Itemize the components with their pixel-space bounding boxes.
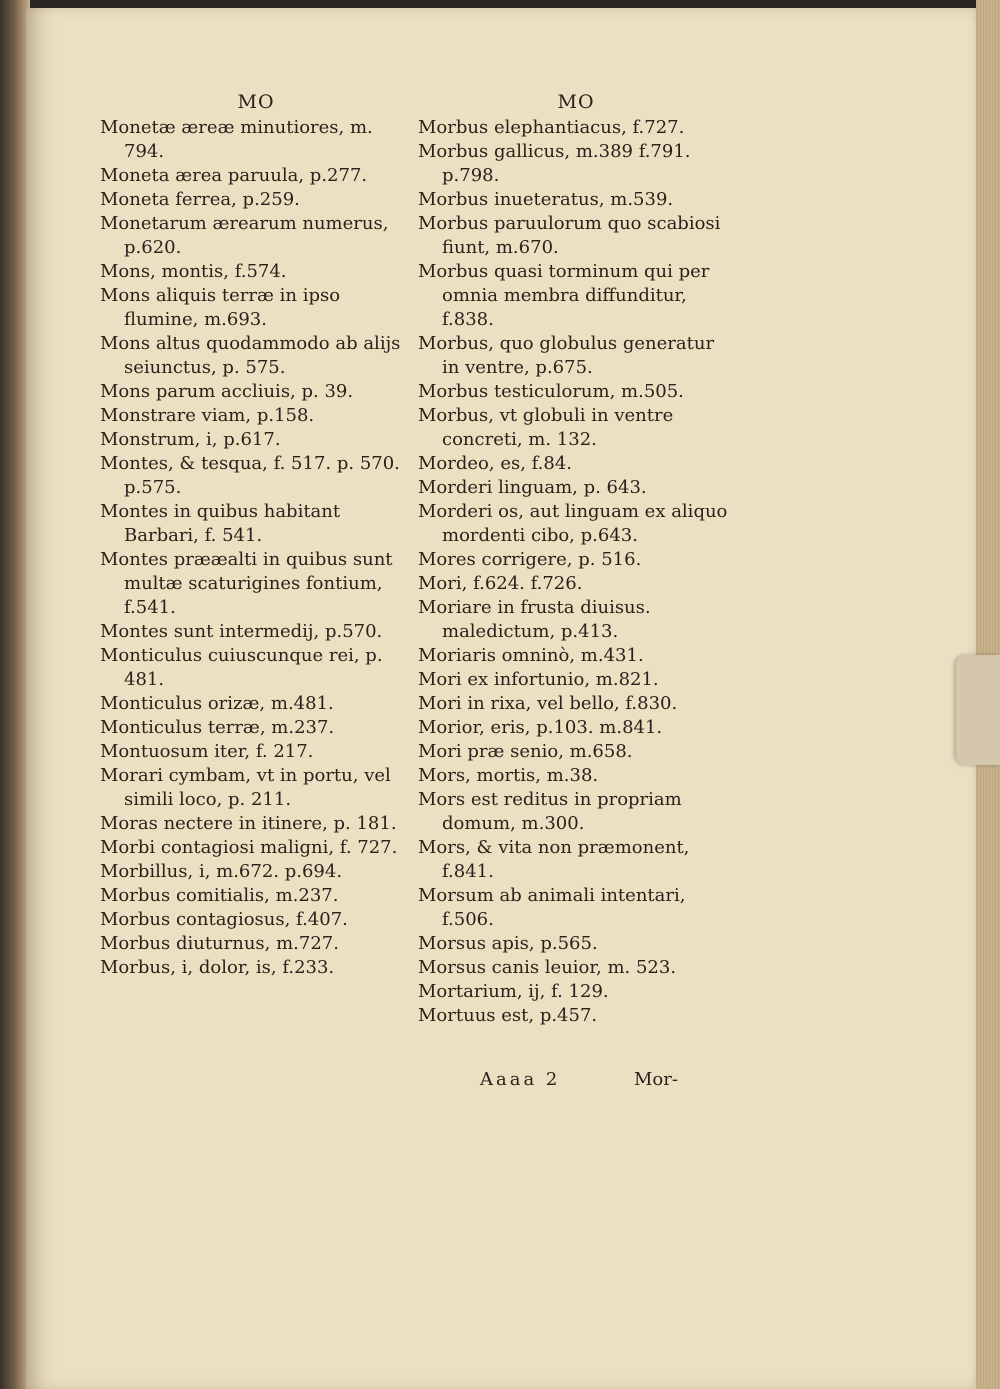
right-entry-list: [418, 116, 734, 1028]
signature-mark: Aaaa 2: [480, 1069, 561, 1090]
scanner-clip: [956, 655, 1000, 765]
index-entry: Mori præ senio, m.658.: [418, 741, 633, 762]
index-entry: Morsum ab animali intentari, f.506.: [418, 885, 686, 930]
index-entry: Montes sunt intermedij, p.570.: [100, 621, 383, 642]
index-entry: Morsus canis leuior, m. 523.: [418, 957, 677, 978]
index-entry: Morbus elephantiacus, f.727.: [418, 117, 685, 138]
index-entry: Morbus diuturnus, m.727.: [100, 933, 339, 954]
index-entry: Moneta ferrea, p.259.: [100, 189, 300, 210]
index-entry: Mori, f.624. f.726.: [418, 573, 583, 594]
index-entry: Montes prææalti in quibus sunt multæ scaturigines fontium, f.541.: [100, 549, 393, 618]
left-entry-list: [100, 116, 412, 980]
index-entry: Mortarium, ij, f. 129.: [418, 981, 609, 1002]
index-entry: Morbus gallicus, m.389 f.791. p.798.: [418, 141, 691, 186]
index-entry: Moras nectere in itinere, p. 181.: [100, 813, 397, 834]
index-entry: Mores corrigere, p. 516.: [418, 549, 642, 570]
left-column: [100, 88, 412, 980]
index-entry: Morior, eris, p.103. m.841.: [418, 717, 663, 738]
index-entry: Mori ex infortunio, m.821.: [418, 669, 659, 690]
index-entry: Mors, & vita non præmonent, f.841.: [418, 837, 690, 882]
index-entry: Morbus quasi torminum qui per omnia membra diffunditur, f.838.: [418, 261, 710, 330]
index-entry: Monticulus orizæ, m.481.: [100, 693, 334, 714]
index-entry: Morbus, i, dolor, is, f.233.: [100, 957, 335, 978]
left-column-header: MO: [237, 91, 275, 113]
index-entry: Morbus contagiosus, f.407.: [100, 909, 348, 930]
index-entry: Morbus paruulorum quo scabiosi fiunt, m.670.: [418, 213, 721, 258]
index-entry: Mons aliquis terræ in ipso flumine, m.693.: [100, 285, 341, 330]
index-entry: Morbi contagiosi maligni, f. 727.: [100, 837, 398, 858]
index-entry: Moriaris omninò, m.431.: [418, 645, 644, 666]
index-entry: Monticulus terræ, m.237.: [100, 717, 335, 738]
index-entry: Morbus, vt globuli in ventre concreti, m. 132.: [418, 405, 674, 450]
index-entry: Mors, mortis, m.38.: [418, 765, 599, 786]
index-entry: Mons parum accliuis, p. 39.: [100, 381, 354, 402]
index-entry: Morbus comitialis, m.237.: [100, 885, 339, 906]
index-entry: Morderi os, aut linguam ex aliquo mordenti cibo, p.643.: [418, 501, 728, 546]
index-entry: Monetarum ærearum numerus, p.620.: [100, 213, 389, 258]
index-entry: Morbillus, i, m.672. p.694.: [100, 861, 343, 882]
index-entry: Moneta ærea paruula, p.277.: [100, 165, 368, 186]
index-entry: Monticulus cuiuscunque rei, p. 481.: [100, 645, 383, 690]
index-entry: Morari cymbam, vt in portu, vel simili loco, p. 211.: [100, 765, 391, 810]
right-column-header: MO: [557, 91, 595, 113]
index-entry: Mons altus quodammodo ab alijs seiunctus, p. 575.: [100, 333, 401, 378]
right-column: [418, 88, 734, 1028]
index-entry: Montes, & tesqua, f. 517. p. 570. p.575.: [100, 453, 400, 498]
index-entry: Mori in rixa, vel bello, f.830.: [418, 693, 678, 714]
index-entry: Monstrare viam, p.158.: [100, 405, 315, 426]
index-entry: Morsus apis, p.565.: [418, 933, 598, 954]
index-entry: Montuosum iter, f. 217.: [100, 741, 314, 762]
index-entry: Monetæ æreæ minutiores, m. 794.: [100, 117, 373, 162]
index-entry: Mons, montis, f.574.: [100, 261, 287, 282]
index-entry: Morbus testiculorum, m.505.: [418, 381, 684, 402]
index-entry: Morbus inueteratus, m.539.: [418, 189, 674, 210]
index-entry: Mordeo, es, f.84.: [418, 453, 573, 474]
index-entry: Moriare in frusta diuisus. maledictum, p.413.: [418, 597, 651, 642]
catchword: Mor-: [634, 1069, 678, 1090]
index-entry: Morbus, quo globulus generatur in ventre, p.675.: [418, 333, 715, 378]
index-entry: Montes in quibus habitant Barbari, f. 541.: [100, 501, 341, 546]
index-entry: Morderi linguam, p. 643.: [418, 477, 647, 498]
index-entry: Mortuus est, p.457.: [418, 1005, 598, 1026]
index-entry: Monstrum, i, p.617.: [100, 429, 281, 450]
index-entry: Mors est reditus in propriam domum, m.300.: [418, 789, 682, 834]
